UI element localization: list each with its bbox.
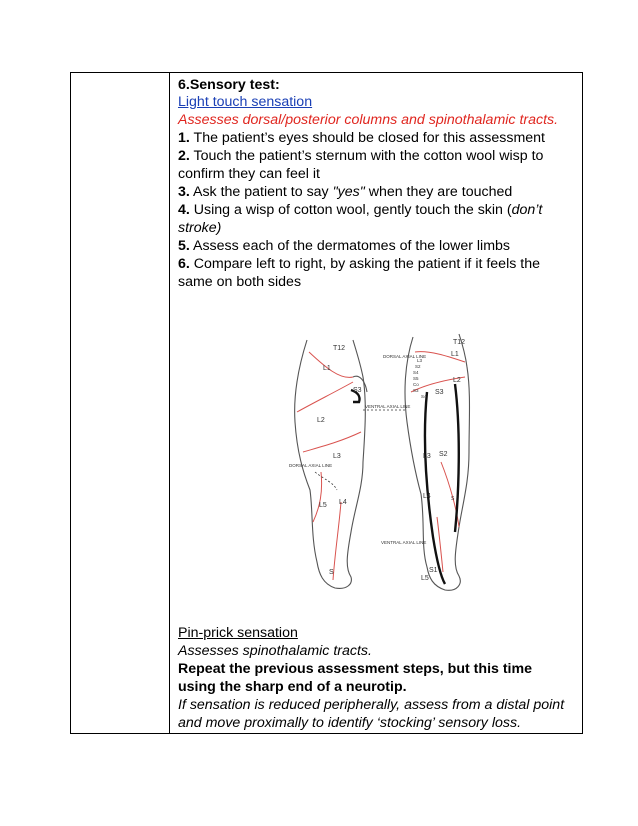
label-front-dorsal-axial: DORSAL AXIAL LINE — [289, 463, 333, 468]
label-back-l2: L2 — [453, 377, 461, 384]
step-4-continued: stroke) — [178, 220, 222, 236]
label-front-l4: L4 — [339, 499, 347, 506]
label-back-s3: S3 — [435, 389, 444, 396]
label-front-l3: L3 — [333, 453, 341, 460]
step-6-continued: same on both sides — [178, 274, 302, 290]
label-back-ventral-axial: VENTRAL AXIAL LINE — [381, 540, 427, 545]
label-back-s1: S1 — [429, 567, 438, 574]
label-front-s: S — [329, 569, 334, 576]
label-back-t12: T12 — [453, 339, 466, 346]
label-back-s5: S5 — [413, 376, 419, 381]
pinprick-note-line2: and move proximally to identify ‘stocking’ sensory loss. — [178, 715, 522, 731]
step-1: 1. The patient’s eyes should be closed for this assessment — [178, 130, 545, 146]
label-back-l3: L3 — [423, 453, 431, 460]
label-back-l3-upper: L3 — [417, 358, 423, 363]
light-touch-assesses: Assesses dorsal/posterior columns and spinothalamic tracts. — [178, 112, 559, 128]
table-left-column — [71, 73, 170, 733]
label-back-s2: S2 — [439, 451, 448, 458]
label-back-s4-upper: S4 — [413, 370, 419, 375]
label-front-l2: L2 — [317, 417, 325, 424]
label-front-t12: T12 — [333, 345, 346, 352]
label-back-s-small: S — [451, 496, 455, 502]
section-heading: 6.Sensory test: — [178, 77, 280, 93]
pinprick-repeat-line1: Repeat the previous assessment steps, but this time — [178, 661, 533, 677]
label-back-s2-upper: S2 — [415, 364, 421, 369]
pinprick-repeat-line2: using the sharp end of a neurotip. — [178, 679, 407, 695]
label-back-s4-lower: S4 — [421, 394, 427, 399]
pinprick-note-line1: If sensation is reduced peripherally, assess from a distal point — [178, 697, 565, 713]
step-2: 2. Touch the patient’s sternum with the cotton wool wisp to — [178, 148, 544, 164]
label-front-s3: S3 — [353, 387, 362, 394]
pinprick-assesses: Assesses spinothalamic tracts. — [178, 643, 372, 659]
label-back-l5: L5 — [421, 575, 429, 582]
step-6: 6. Compare left to right, by asking the patient if it feels the — [178, 256, 540, 272]
label-back-l4: L4 — [423, 493, 431, 500]
label-front-ventral-axial: VENTRAL AXIAL LINE — [365, 404, 411, 409]
step-3: 3. Ask the patient to say "yes" when they are touched — [178, 184, 513, 200]
label-front-l1: L1 — [323, 365, 331, 372]
pinprick-title: Pin-prick sensation — [178, 625, 298, 641]
label-back-l1: L1 — [451, 351, 459, 358]
light-touch-subheading[interactable]: Light touch sensation — [178, 94, 313, 110]
step-4: 4. Using a wisp of cotton wool, gently touch the skin (don’t — [178, 202, 543, 218]
label-back-co: Co — [413, 382, 419, 387]
dermatome-diagram — [255, 322, 500, 602]
label-back-s3-small: S3 — [413, 388, 419, 393]
step-5: 5. Assess each of the dermatomes of the lower limbs — [178, 238, 510, 254]
label-back-dorsal-axial: DORSAL AXIAL LINE — [383, 354, 427, 359]
step-2-continued: confirm they can feel it — [178, 166, 320, 182]
label-front-l5: L5 — [319, 502, 327, 509]
